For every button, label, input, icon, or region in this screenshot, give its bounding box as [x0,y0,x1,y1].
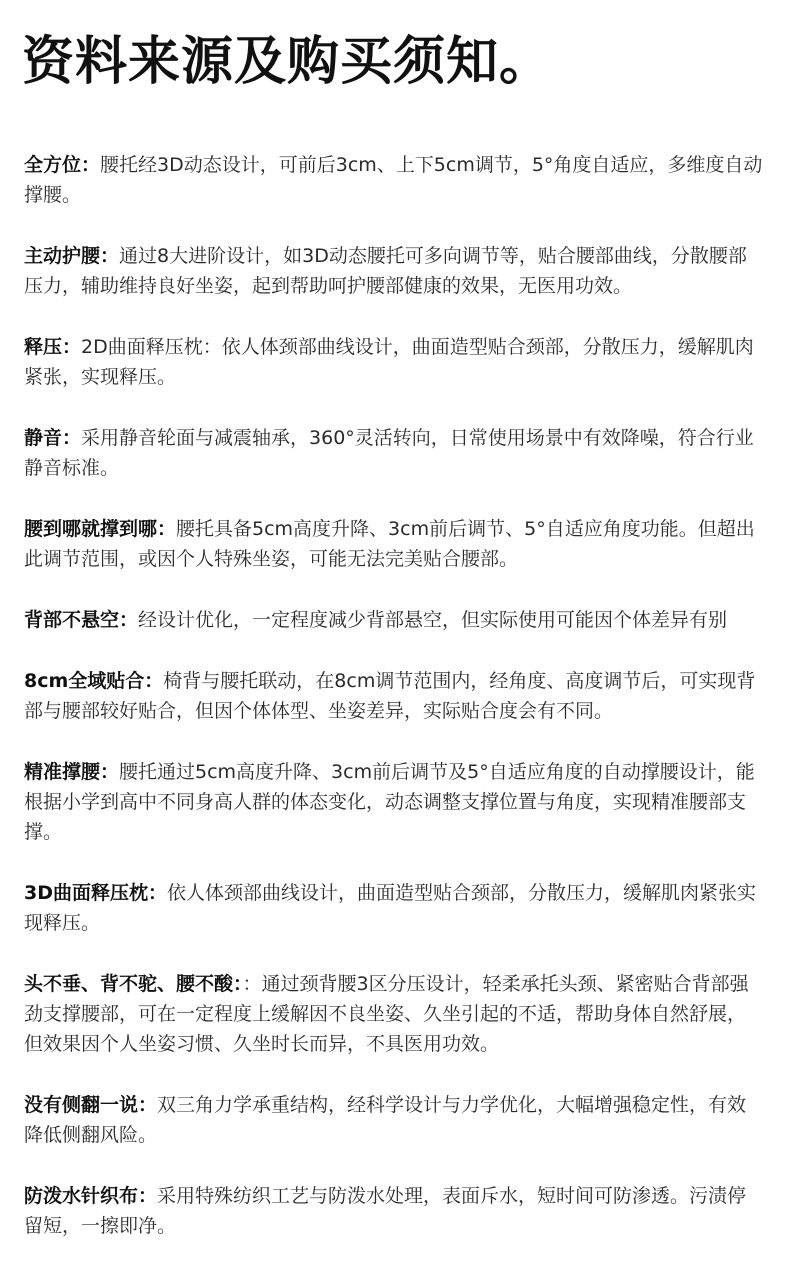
page-title: 资料来源及购买须知。 [22,32,553,92]
notice-text: 依人体颈部曲线设计，曲面造型贴合颈部，分散压力，缓解肌肉紧张实现释压。 [24,882,757,934]
notice-text: 2D曲面释压枕：依人体颈部曲线设计，曲面造型贴合颈部，分散压力，缓解肌肉紧张，实现释压。 [24,336,754,388]
notice-text: 通过8大进阶设计，如3D动态腰托可多向调节等，贴合腰部曲线，分散腰部压力，辅助维持良好坐姿，起到帮助呵护腰部健康的效果，无医用功效。 [24,245,747,297]
notice-item [24,1181,764,1241]
notice-label: 主动护腰： [24,245,120,267]
notice-label: 精准撑腰： [24,761,120,783]
notice-label: 全方位： [24,154,101,176]
notice-item [24,150,764,210]
notice-label: 3D曲面释压枕： [24,882,167,904]
notice-text: 腰托具备5cm高度升降、3cm前后调节、5°自适应角度功能。但超出此调节范围，或因个人特殊坐姿，可能无法完美贴合腰部。 [24,518,755,570]
notice-text: 经设计优化，一定程度减少背部悬空，但实际使用可能因个体差异有别 [138,609,728,631]
notice-label: 防泼水针织布： [24,1185,158,1207]
notice-item [24,666,764,726]
notice-text: 双三角力学承重结构，经科学设计与力学优化，大幅增强稳定性，有效降低侧翻风险。 [24,1094,747,1146]
notice-text: 腰托经3D动态设计，可前后3cm、上下5cm调节，5°角度自适应，多维度自动撑腰。 [24,154,763,206]
notice-text: 采用静音轮面与减震轴承，360°灵活转向，日常使用场景中有效降噪，符合行业静音标准。 [24,427,754,479]
notice-item [24,605,764,635]
notice-list [24,150,764,1272]
notice-text: 椅背与腰托联动，在8cm调节范围内，经角度、高度调节后，可实现背部与腰部较好贴合，但因个体体型、坐姿差异，实际贴合度会有不同。 [24,670,756,722]
notice-item [24,878,764,938]
notice-text: 采用特殊纺织工艺与防泼水处理，表面斥水，短时间可防渗透。污渍停留短，一擦即净。 [24,1185,747,1237]
notice-label: 8cm全域贴合： [24,670,164,692]
notice-label: 头不垂、背不驼、腰不酸： [24,973,243,995]
notice-label: 腰到哪就撑到哪： [24,518,177,540]
notice-text: 腰托通过5cm高度升降、3cm前后调节及5°自适应角度的自动撑腰设计，能根据小学到高中不同身高人群的体态变化，动态调整支撑位置与角度，实现精准腰部支撑。 [24,761,755,843]
notice-label: 没有侧翻一说： [24,1094,158,1116]
notice-item [24,969,764,1059]
notice-item [24,423,764,483]
notice-item [24,241,764,301]
notice-text: ：通过颈背腰3区分压设计，轻柔承托头颈、紧密贴合背部强劲支撑腰部，可在一定程度上缓解因不良坐姿、久坐引起的不适，帮助身体自然舒展，但效果因个人坐姿习惯、久坐时长而异，不具医用功效。 [24,973,749,1055]
notice-label: 释压： [24,336,82,358]
notice-item [24,1090,764,1150]
notice-item [24,757,764,847]
notice-label: 静音： [24,427,82,449]
notice-item [24,332,764,392]
notice-item [24,514,764,574]
notice-label: 背部不悬空： [24,609,139,631]
